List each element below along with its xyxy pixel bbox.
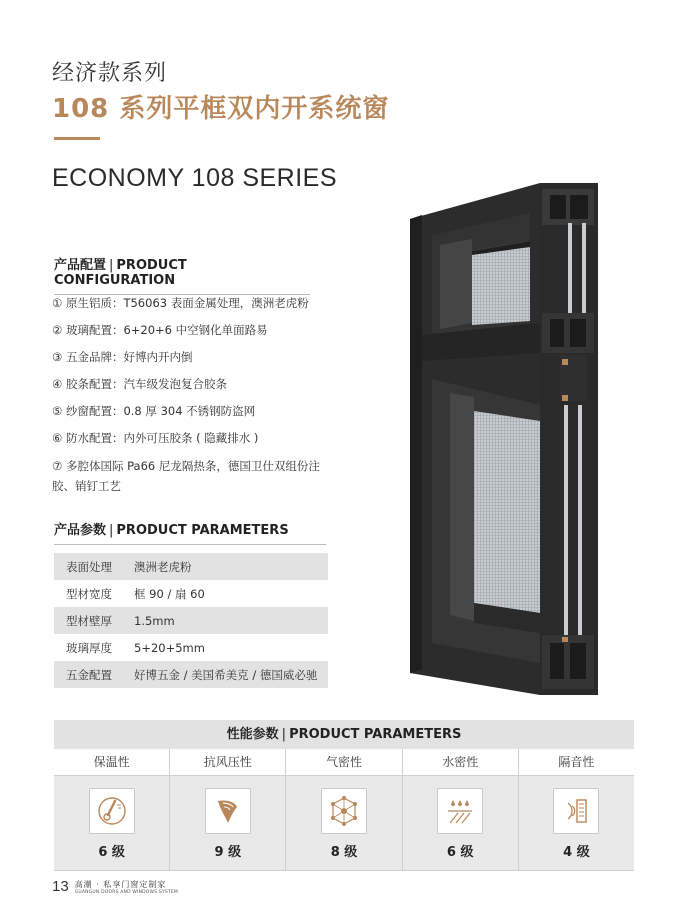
performance-heading [54, 720, 634, 749]
param-key: 表面处理 [54, 553, 124, 580]
performance-item-airtight [285, 749, 401, 870]
params-heading-cn: 产品参数 [54, 523, 107, 538]
watertight-icon [437, 788, 483, 834]
thermometer-icon [89, 788, 135, 834]
window-illustration [410, 183, 610, 695]
config-heading-cn: 产品配置 [54, 258, 107, 273]
performance-item-soundproof [518, 749, 634, 870]
performance-panel [54, 720, 634, 871]
param-value: 框 90 / 扇 60 [134, 586, 205, 601]
param-value: 好博五金 / 美国希美克 / 德国威必驰 [124, 661, 328, 688]
performance-grade: 9 级 [214, 845, 242, 860]
brand-name-cn: 高潮 · 私享门窗定制家 [74, 879, 167, 889]
config-item: ⑥ 防水配置：内外可压胶条 ( 隐藏排水 ) [52, 431, 259, 445]
performance-label: 水密性 [403, 749, 518, 776]
performance-item-watertight [402, 749, 518, 870]
brand-mark [75, 879, 178, 895]
config-item: ④ 胶条配置：汽车级发泡复合胶条 [52, 377, 227, 391]
config-item: ⑤ 纱窗配置：0.8 厚 304 不锈钢防盗网 [52, 404, 256, 418]
title-underline [54, 137, 100, 140]
performance-item-wind [169, 749, 285, 870]
param-key: 型材宽度 [66, 586, 112, 601]
page-title: 108 系列平框双内开系统窗 [52, 94, 390, 124]
performance-label: 隔音性 [519, 749, 634, 776]
performance-grade: 6 级 [446, 845, 474, 860]
table-row [54, 634, 328, 661]
page-footer [52, 878, 178, 895]
airtight-icon [321, 788, 367, 834]
param-key: 玻璃厚度 [66, 640, 112, 655]
performance-grade: 4 级 [563, 845, 590, 860]
performance-grade: 6 级 [98, 845, 125, 860]
performance-columns [54, 749, 634, 871]
table-row [54, 553, 328, 580]
performance-body [54, 776, 169, 870]
performance-item-insulation [54, 749, 169, 870]
brand-name-en: GUANGUN DOORS AND WINDOWS SYSTEM [74, 889, 179, 895]
performance-heading-cn: 性能参数 [226, 727, 279, 742]
series-subtitle: 经济款系列 [52, 61, 168, 86]
param-key: 五金配置 [54, 661, 124, 688]
config-heading-en: PRODUCT CONFIGURATION [54, 258, 187, 288]
heading-separator: | [281, 727, 287, 742]
table-row [54, 580, 328, 607]
param-value: 5+20+5mm [134, 640, 205, 655]
table-row [54, 607, 328, 634]
param-key: 型材壁厚 [54, 607, 124, 634]
param-value: 1.5mm [124, 607, 328, 634]
performance-label: 保温性 [54, 749, 169, 776]
config-item: ③ 五金品牌：好博内开内倒 [52, 350, 193, 364]
page-number: 13 [52, 878, 69, 895]
config-item: ⑦ 多腔体国际 Pa66 尼龙隔热条，德国卫仕双组份注胶、销钉工艺 [52, 459, 320, 493]
params-table [54, 553, 328, 688]
heading-separator: | [109, 258, 114, 273]
soundproof-icon [553, 788, 599, 834]
performance-grade: 8 级 [330, 845, 358, 860]
performance-heading-en: PRODUCT PARAMETERS [289, 727, 462, 742]
performance-body [519, 776, 634, 870]
heading-separator: | [109, 523, 114, 538]
params-heading-en: PRODUCT PARAMETERS [116, 523, 289, 538]
config-item: ② 玻璃配置：6+20+6 中空钢化单面路易 [52, 323, 268, 337]
param-value: 澳洲老虎粉 [124, 553, 328, 580]
performance-label: 抗风压性 [170, 749, 285, 776]
wind-pressure-icon [205, 788, 251, 834]
performance-body [403, 776, 518, 870]
english-title: ECONOMY 108 SERIES [52, 164, 338, 192]
config-item: ① 原生铝质：T56063 表面金属处理，澳洲老虎粉 [52, 296, 309, 310]
window-product-image [410, 183, 610, 695]
config-list [52, 290, 342, 496]
table-row [54, 661, 328, 688]
performance-label: 气密性 [286, 749, 401, 776]
config-heading [54, 254, 310, 295]
performance-body [170, 776, 285, 870]
params-heading [54, 519, 326, 545]
performance-body [286, 776, 401, 870]
